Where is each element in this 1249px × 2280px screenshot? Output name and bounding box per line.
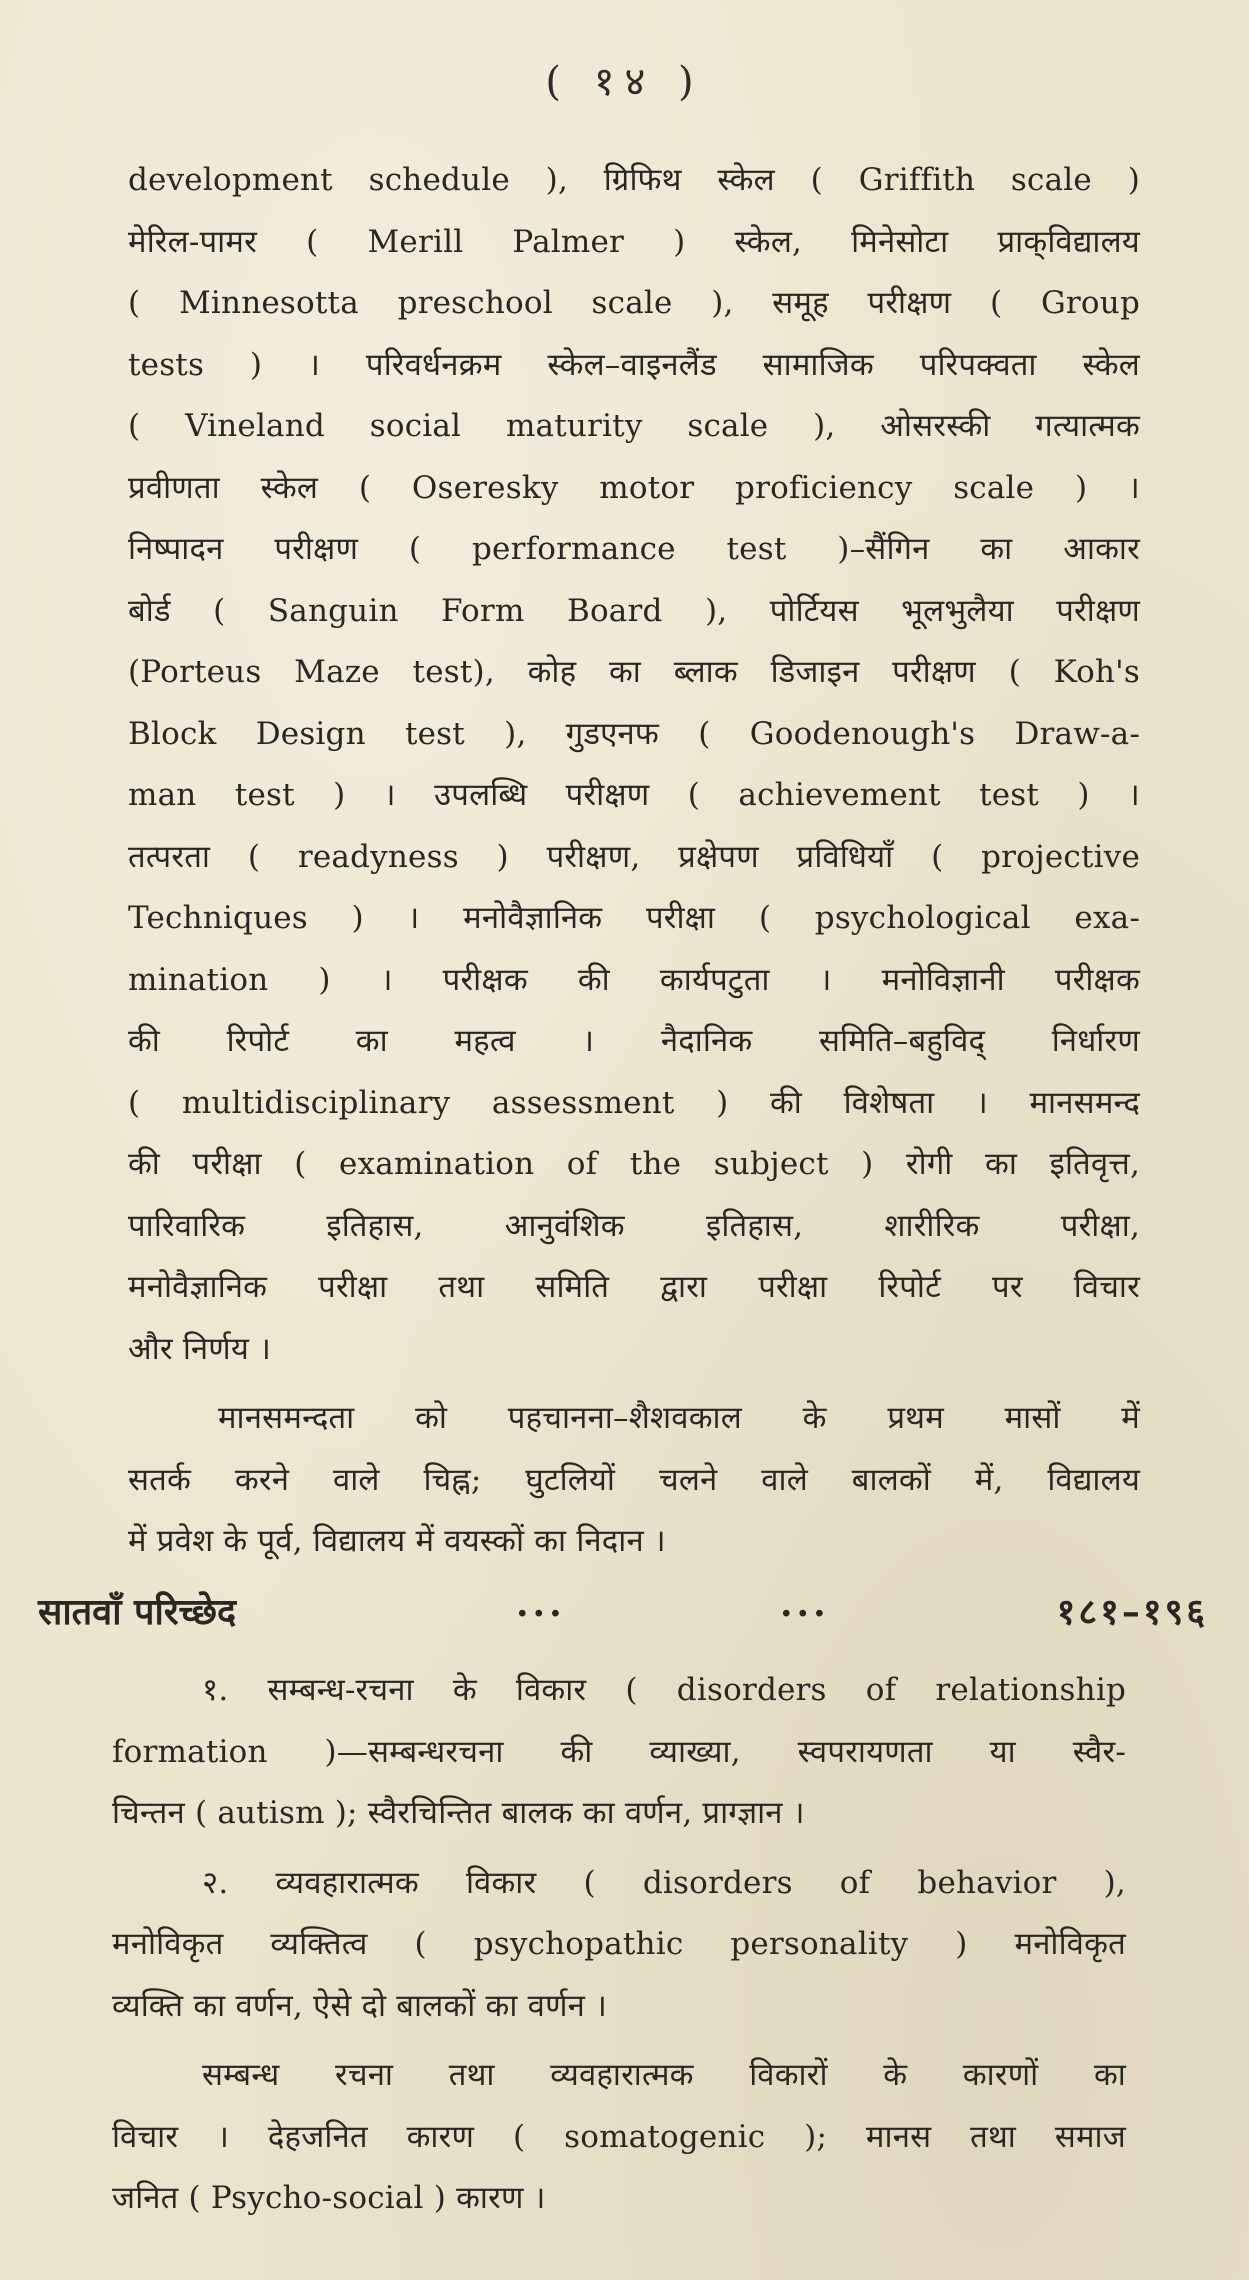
text-line: सतर्क करने वाले चिह्न; घुटलियों चलने वाले बालकों में, विद्यालय bbox=[128, 1461, 1140, 1498]
text-line: जनित ( Psycho-social ) कारण । bbox=[112, 2180, 546, 2216]
leader-dots: ... bbox=[516, 1583, 566, 1625]
text-line: १. सम्बन्ध-रचना के विकार ( disorders of relationship bbox=[202, 1672, 1126, 1708]
text-line: पारिवारिक इतिहास, आनुवंशिक इतिहास, शारीरिक परीक्षा, bbox=[128, 1207, 1140, 1244]
text-line: विचार । देहजनित कारण ( somatogenic ); मानस तथा समाज bbox=[112, 2118, 1126, 2155]
text-line: tests ) । परिवर्धनक्रम स्केल–वाइनलैंड सामाजिक परिपक्वता स्केल bbox=[128, 346, 1140, 383]
text-line: तत्परता ( readyness ) परीक्षण, प्रक्षेपण प्रविधियाँ ( projective bbox=[128, 838, 1140, 875]
page-number: ( १४ ) bbox=[545, 59, 704, 105]
chapter-contents bbox=[112, 1660, 1126, 2230]
text-line: व्यक्ति का वर्णन, ऐसे दो बालकों का वर्णन । bbox=[112, 1987, 608, 2024]
text-line: man test ) । उपलब्धि परीक्षण ( achievement test ) । bbox=[128, 777, 1140, 813]
text-line: चिन्तन ( autism ); स्वैरचिन्तित बालक का वर्णन, प्राग्ज्ञान । bbox=[112, 1795, 805, 1831]
chapter-heading bbox=[38, 1582, 1208, 1642]
text-line: mination ) । परीक्षक की कार्यपटुता । मनोविज्ञानी परीक्षक bbox=[128, 961, 1140, 998]
text-line: सम्बन्ध रचना तथा व्यवहारात्मक विकारों के कारणों का bbox=[202, 2057, 1126, 2093]
text-line: में प्रवेश के पूर्व, विद्यालय में वयस्कों का निदान । bbox=[128, 1523, 666, 1559]
text-line: Techniques ) । मनोवैज्ञानिक परीक्षा ( psychological exa- bbox=[128, 900, 1140, 936]
text-line: formation )—सम्बन्धरचना की व्याख्या, स्वपरायणता या स्वैर- bbox=[112, 1733, 1126, 1770]
text-line: की रिपोर्ट का महत्व । नैदानिक समिति–बहुविद्‌ निर्धारण bbox=[128, 1023, 1140, 1059]
table-of-contents-block bbox=[128, 150, 1140, 1573]
leader-dots: ... bbox=[780, 1583, 830, 1625]
text-line: development schedule ), ग्रिफिथ स्केल ( Griffith scale ) bbox=[128, 162, 1140, 198]
paragraph-gap bbox=[128, 1380, 1140, 1388]
text-line: मनोविकृत व्यक्तित्व ( psychopathic personality ) मनोविकृत bbox=[112, 1926, 1126, 1962]
text-line: Block Design test ), गुडएनफ ( Goodenough's Draw-a- bbox=[128, 715, 1140, 752]
text-line: और निर्णय । bbox=[128, 1330, 272, 1367]
text-line: बोर्ड ( Sanguin Form Board ), पोर्टियस भूलभुलैया परीक्षण bbox=[128, 592, 1140, 629]
text-line: मेरिल-पामर ( Merill Palmer ) स्केल, मिनेसोटा प्राक्‌विद्यालय bbox=[128, 223, 1140, 260]
chapter-title: सातवाँ परिच्छेद bbox=[38, 1591, 237, 1633]
paragraph-gap bbox=[112, 1845, 1126, 1853]
text-line: ( Vineland social maturity scale ), ओसरस्की गत्यात्मक bbox=[128, 408, 1140, 444]
text-line: की परीक्षा ( examination of the subject ) रोगी का इतिवृत्त, bbox=[128, 1146, 1140, 1182]
text-line: ( multidisciplinary assessment ) की विशेषता । मानसमन्द bbox=[128, 1084, 1140, 1121]
text-line: मनोवैज्ञानिक परीक्षा तथा समिति द्वारा परीक्षा रिपोर्ट पर विचार bbox=[128, 1269, 1140, 1305]
text-line: २. व्यवहारात्मक विकार ( disorders of behavior ), bbox=[202, 1864, 1126, 1901]
paragraph-gap bbox=[112, 2037, 1126, 2045]
chapter-page-range: १८१–१९६ bbox=[1056, 1591, 1208, 1633]
text-line: प्रवीणता स्केल ( Oseresky motor proficiency scale ) । bbox=[128, 469, 1140, 506]
text-line: मानसमन्दता को पहचानना–शैशवकाल के प्रथम मासों में bbox=[218, 1400, 1140, 1436]
text-line: (Porteus Maze test), कोह का ब्लाक डिजाइन परीक्षण ( Koh's bbox=[128, 654, 1140, 690]
text-line: ( Minnesotta preschool scale ), समूह परीक्षण ( Group bbox=[128, 285, 1140, 321]
text-line: निष्पादन परीक्षण ( performance test )–सैंगिन का आकार bbox=[128, 531, 1140, 567]
